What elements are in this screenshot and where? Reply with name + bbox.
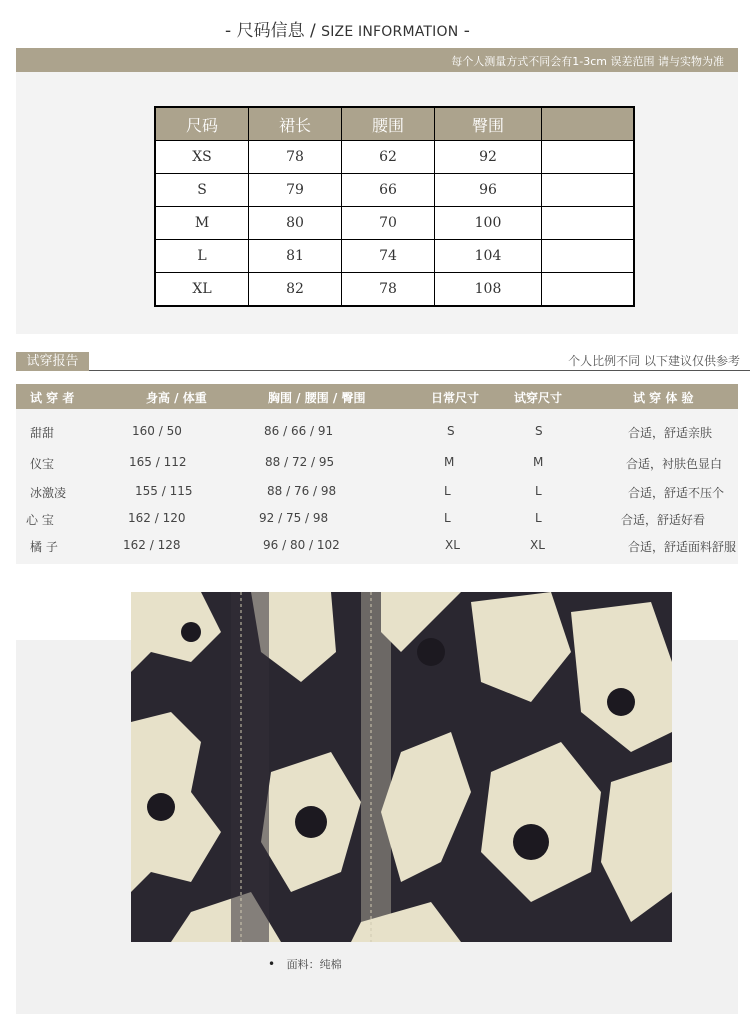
report-note: 个人比例不同 以下建议仅供参考 bbox=[568, 354, 740, 368]
col-header: 尺码 bbox=[155, 107, 249, 141]
usual-size: M bbox=[444, 455, 455, 469]
table-cell: 108 bbox=[435, 273, 542, 307]
col-header: 身高 / 体重 bbox=[146, 391, 207, 405]
usual-size: S bbox=[447, 424, 455, 438]
table-cell: M bbox=[155, 207, 249, 240]
experience: 合适，衬肤色显白 bbox=[626, 457, 723, 471]
title-en: SIZE INFORMATION bbox=[321, 24, 459, 40]
col-header: 日常尺寸 bbox=[431, 391, 480, 405]
measurements: 96 / 80 / 102 bbox=[263, 538, 340, 552]
bullet-icon: • bbox=[268, 957, 276, 971]
height-weight: 162 / 128 bbox=[123, 538, 181, 552]
height-weight: 165 / 112 bbox=[129, 455, 187, 469]
title-cn: 尺码信息 bbox=[236, 21, 305, 41]
col-header: 裙长 bbox=[249, 107, 342, 141]
tried-size: L bbox=[535, 484, 542, 498]
usual-size: L bbox=[444, 484, 451, 498]
table-cell: 79 bbox=[249, 174, 342, 207]
report-divider bbox=[89, 370, 750, 371]
height-weight: 162 / 120 bbox=[128, 511, 186, 525]
table-cell: L bbox=[155, 240, 249, 273]
experience: 合适，舒适不压个 bbox=[628, 486, 725, 500]
tester-name: 橘 子 bbox=[30, 540, 58, 554]
floral-fabric-icon bbox=[131, 592, 672, 942]
fabric-info bbox=[268, 956, 342, 972]
table-row bbox=[155, 240, 634, 273]
table-cell: 81 bbox=[249, 240, 342, 273]
title-slash: / bbox=[310, 21, 316, 41]
table-row bbox=[155, 273, 634, 307]
tried-size: XL bbox=[530, 538, 545, 552]
table-cell: 82 bbox=[249, 273, 342, 307]
table-cell bbox=[542, 273, 635, 307]
col-header: 腰围 bbox=[342, 107, 435, 141]
usual-size: L bbox=[444, 511, 451, 525]
report-tab: 试穿报告 bbox=[16, 352, 89, 371]
measurements: 88 / 76 / 98 bbox=[267, 484, 337, 498]
tried-size: L bbox=[535, 511, 542, 525]
table-cell: 80 bbox=[249, 207, 342, 240]
table-cell: 70 bbox=[342, 207, 435, 240]
col-header: 胸围 / 腰围 / 臀围 bbox=[268, 391, 366, 405]
table-cell: S bbox=[155, 174, 249, 207]
size-table-header bbox=[155, 107, 634, 141]
table-cell: 96 bbox=[435, 174, 542, 207]
tried-size: M bbox=[533, 455, 544, 469]
height-weight: 160 / 50 bbox=[132, 424, 182, 438]
table-cell: 92 bbox=[435, 141, 542, 174]
size-note: 每个人测量方式不同会有1-3cm 误差范围 请与实物为准 bbox=[451, 55, 724, 68]
experience: 合适，舒适好看 bbox=[621, 513, 706, 527]
table-row bbox=[155, 207, 634, 240]
table-cell: 62 bbox=[342, 141, 435, 174]
table-cell bbox=[542, 207, 635, 240]
section-title bbox=[0, 16, 695, 41]
col-header bbox=[542, 107, 635, 141]
table-cell: 104 bbox=[435, 240, 542, 273]
fabric-label: 面料：纯棉 bbox=[286, 958, 342, 971]
tester-name: 甜甜 bbox=[30, 426, 55, 440]
table-row bbox=[155, 141, 634, 174]
col-header: 试 穿 体 验 bbox=[633, 391, 694, 405]
col-header: 试 穿 者 bbox=[30, 391, 75, 405]
table-row bbox=[155, 174, 634, 207]
col-header: 臀围 bbox=[435, 107, 542, 141]
experience: 合适，舒适面料舒服 bbox=[628, 540, 737, 554]
usual-size: XL bbox=[445, 538, 460, 552]
tester-name: 仪宝 bbox=[30, 457, 55, 471]
table-cell bbox=[542, 174, 635, 207]
table-cell: XS bbox=[155, 141, 249, 174]
measurements: 88 / 72 / 95 bbox=[265, 455, 335, 469]
col-header: 试穿尺寸 bbox=[514, 391, 563, 405]
experience: 合适，舒适亲肤 bbox=[628, 426, 713, 440]
report-header-band bbox=[16, 384, 738, 409]
height-weight: 155 / 115 bbox=[135, 484, 193, 498]
tried-size: S bbox=[535, 424, 543, 438]
fabric-photo bbox=[131, 592, 672, 942]
table-cell bbox=[542, 141, 635, 174]
size-note-band bbox=[16, 48, 738, 72]
size-table bbox=[154, 106, 635, 307]
table-cell: 66 bbox=[342, 174, 435, 207]
title-dash: - bbox=[463, 21, 470, 41]
table-cell bbox=[542, 240, 635, 273]
table-cell: XL bbox=[155, 273, 249, 307]
table-cell: 78 bbox=[342, 273, 435, 307]
title-dash: - bbox=[225, 21, 232, 41]
table-cell: 100 bbox=[435, 207, 542, 240]
tester-name: 冰激凌 bbox=[30, 486, 67, 500]
table-cell: 74 bbox=[342, 240, 435, 273]
tester-name: 心 宝 bbox=[26, 513, 54, 527]
measurements: 92 / 75 / 98 bbox=[259, 511, 329, 525]
measurements: 86 / 66 / 91 bbox=[264, 424, 334, 438]
table-cell: 78 bbox=[249, 141, 342, 174]
